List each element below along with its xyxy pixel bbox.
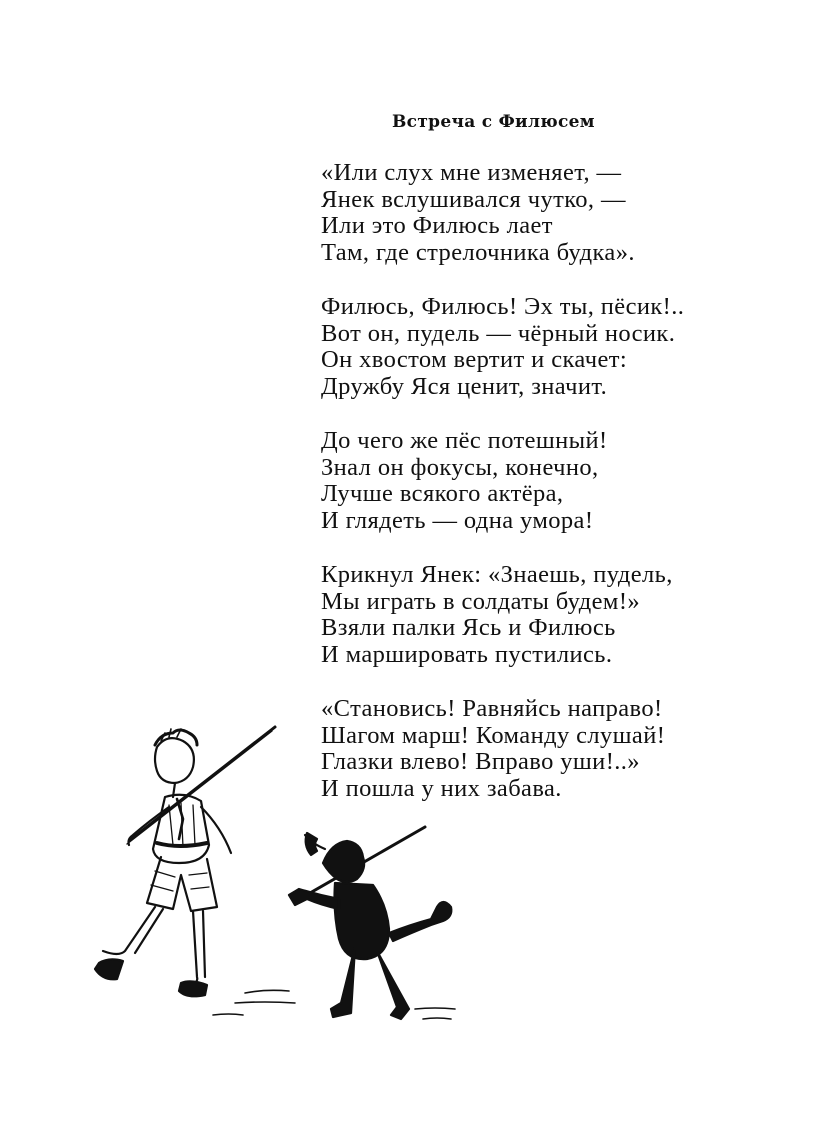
stanza-4 [321,562,791,668]
poem-line: Дружбу Яся ценит, значит. [321,372,608,400]
poem-line: Он хвостом вертит и скачет: [321,346,628,373]
boy-and-poodle-marching-icon [85,715,515,1035]
poem-line: «Становись! Равняйсь направо! [321,695,663,722]
poem-line: Глазки влево! Вправо уши!..» [321,748,640,775]
poem-line: Янек вслушивался чутко, — [321,185,626,213]
poem-line: «Или слух мне изменяет, — [321,159,622,186]
stanza-2 [321,294,791,400]
poem-line: Там, где стрелочника будка». [321,238,635,266]
poem-line: Шагом марш! Команду слушай! [321,721,666,749]
poem-line: Мы играть в солдаты будем!» [321,587,641,615]
poem-line: Вот он, пудель — чёрный носик. [321,319,676,347]
stanza-1 [321,160,791,266]
poem-line: Или это Филюсь лает [321,212,553,239]
poem-line: И пошла у них забава. [321,774,562,802]
poem-line: Лучше всякого актёра, [321,480,564,507]
poem-line: И глядеть — одна умора! [321,506,594,534]
poem-line: Знал он фокусы, конечно, [321,453,599,481]
stanza-3 [321,428,791,534]
poem-line: Взяли палки Ясь и Филюсь [321,614,616,641]
poem-line: И маршировать пустились. [321,640,613,668]
poem-line: Крикнул Янек: «Знаешь, пудель, [321,561,673,588]
poem-line: Филюсь, Филюсь! Эх ты, пёсик!.. [321,293,685,320]
poem-title: Встреча с Филюсем [392,112,595,132]
poem-line: До чего же пёс потешный! [321,427,608,454]
